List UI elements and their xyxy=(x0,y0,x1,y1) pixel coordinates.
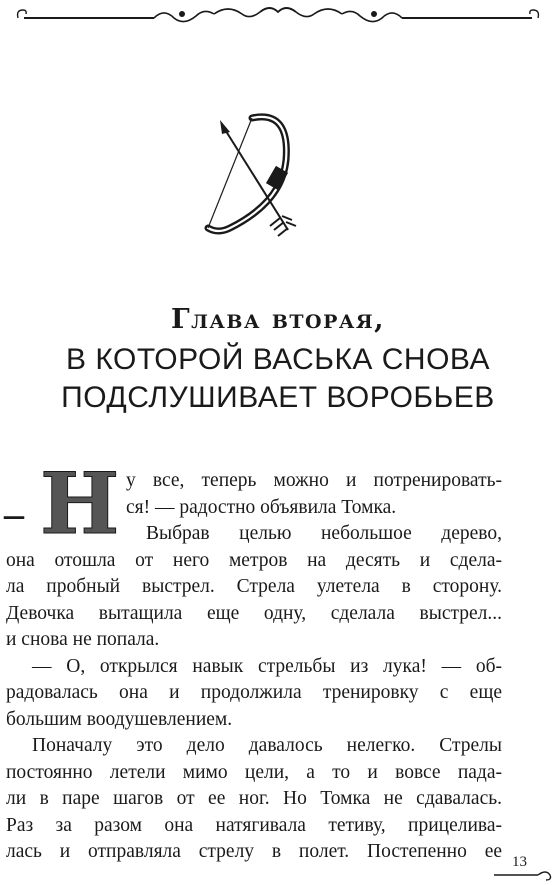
text-line: ли в паре шагов от ее ног. Но Томка не сдавалась. xyxy=(6,788,502,809)
text-line: лась и отправляла стрелу в полет. Постепенно ее xyxy=(6,841,502,862)
text-line: — О, открылся навык стрельбы из лука! — об- xyxy=(32,655,502,677)
drop-cap-dash: – xyxy=(4,491,24,536)
text-line: у все, теперь можно и потренировать- xyxy=(126,470,502,491)
text-line: Девочка вытащила еще одну, сделала выстрел... xyxy=(6,602,502,624)
text-line: радовалась она и продолжила тренировку с еще xyxy=(6,682,502,703)
page-corner-ornament xyxy=(494,870,554,885)
text-line: Выбрав целью небольшое дерево, xyxy=(146,523,502,544)
chapter-heading xyxy=(0,306,556,421)
top-border-ornament xyxy=(14,2,542,28)
bow-and-arrow-icon xyxy=(200,110,310,240)
chapter-number: Глава вторая, xyxy=(170,304,386,335)
text-line: Раз за разом она натягивала тетиву, прицелива- xyxy=(6,814,502,836)
text-line: ся! — радостно объявила Томка. xyxy=(126,496,397,518)
drop-cap-block xyxy=(4,454,122,553)
text-line: ла пробный выстрел. Стрела улетела в сторону. xyxy=(6,576,502,597)
page-number: 13 xyxy=(512,854,527,870)
chapter-title-line-2: ПОДСЛУШИВАЕТ ВОРОБЬЕВ xyxy=(61,381,495,414)
paragraph-3 xyxy=(6,654,502,734)
text-line: и снова не попала. xyxy=(6,629,160,650)
paragraph-4 xyxy=(6,733,502,866)
drop-cap-letter: Н xyxy=(40,454,120,553)
text-line: большим воодушевлением. xyxy=(6,708,233,730)
body-text xyxy=(4,454,502,866)
text-line: постоянно летели мимо цели, а то и вовсе пада- xyxy=(6,761,502,783)
chapter-title-line-1: В КОТОРОЙ ВАСЬКА СНОВА xyxy=(66,343,490,376)
text-line: Поначалу это дело давалось нелегко. Стрелы xyxy=(32,735,502,756)
text-line: она отошла от него метров на десять и сдела- xyxy=(6,549,502,571)
